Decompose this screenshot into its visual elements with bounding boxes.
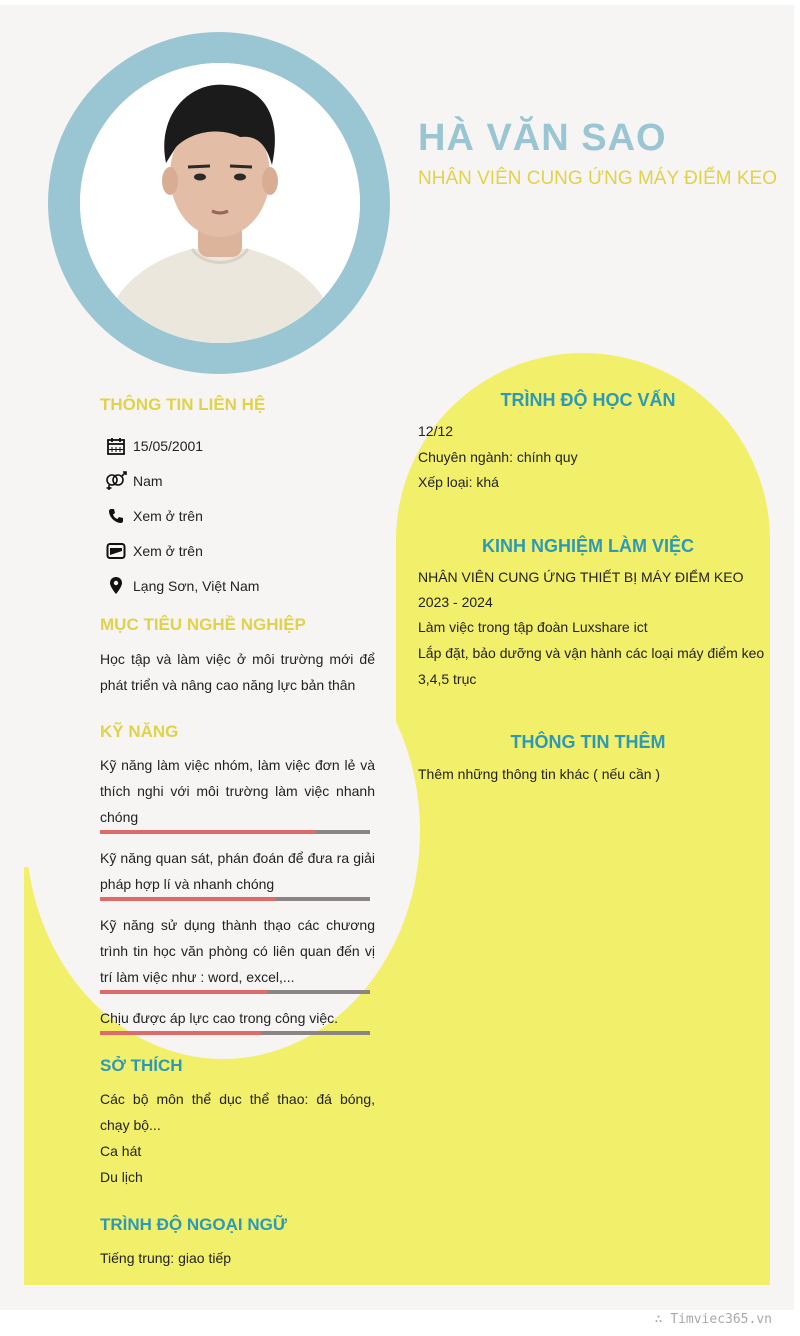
skill-3-fill [100, 990, 267, 994]
language-text: Tiếng trung: giao tiếp [100, 1250, 232, 1266]
avatar [80, 63, 360, 343]
phone-icon [104, 505, 128, 527]
email-icon [104, 540, 128, 562]
location-icon [104, 575, 128, 597]
education-heading: TRÌNH ĐỘ HỌC VẤN [500, 390, 676, 410]
skill-4-bar [100, 1031, 370, 1035]
hobby-3: Du lịch [100, 1169, 143, 1185]
experience-job-title: NHÂN VIÊN CUNG ỨNG THIẾT BỊ MÁY ĐIỂM KEO [418, 569, 744, 585]
experience-heading: KINH NGHIỆM LÀM VIỆC [481, 536, 694, 556]
candidate-position: NHÂN VIÊN CUNG ỨNG MÁY ĐIỂM KEO [418, 168, 777, 189]
education-line-1: 12/12 [418, 423, 454, 439]
contact-location-text: Lạng Sơn, Việt Nam [133, 578, 260, 594]
contact-gender [104, 468, 163, 494]
contact-location [104, 573, 259, 599]
contact-birthday [104, 433, 203, 459]
skills-heading: KỸ NĂNG [100, 722, 179, 741]
contact-phone-text: Xem ở trên [133, 508, 203, 524]
skill-4-fill [100, 1031, 262, 1035]
contact-phone [104, 503, 203, 529]
skill-1-fill [100, 830, 316, 834]
education-line-2: Chuyên ngành: chính quy [418, 449, 578, 465]
hobby-2: Ca hát [100, 1143, 142, 1159]
skill-3-bar [100, 990, 370, 994]
skill-3-text: Kỹ năng sử dụng thành thạo các chương trình tin học văn phòng có liên quan đến vị trí làm việc như : word, excel,... [100, 917, 375, 985]
contact-birthday-text: 15/05/2001 [133, 438, 204, 454]
extra-text: Thêm những thông tin khác ( nếu cần ) [418, 766, 661, 782]
skill-2-bar [100, 897, 370, 901]
objective-text: Học tập và làm việc ở môi trường mới để phát triển và nâng cao năng lực bản thân [100, 651, 375, 693]
skill-1-bar [100, 830, 370, 834]
contact-heading: THÔNG TIN LIÊN HỆ [100, 395, 266, 414]
experience-company: Làm việc trong tập đoàn Luxshare ict [418, 619, 648, 635]
experience-description: Lắp đặt, bảo dưỡng và vận hành các loại máy điểm keo 3,4,5 trục [418, 645, 765, 687]
avatar-photo-icon [80, 63, 360, 343]
contact-gender-text: Nam [133, 473, 163, 489]
skill-2-text: Kỹ năng quan sát, phán đoán để đưa ra giải pháp hợp lí và nhanh chóng [100, 850, 375, 892]
skill-2-fill [100, 897, 276, 901]
objective-heading: MỤC TIÊU NGHỀ NGHIỆP [100, 615, 306, 634]
watermark: ∴ Timviec365.vn [654, 1312, 772, 1327]
extra-heading: THÔNG TIN THÊM [510, 732, 666, 752]
language-heading: TRÌNH ĐỘ NGOẠI NGỮ [100, 1215, 287, 1234]
contact-email [104, 538, 203, 564]
education-line-3: Xếp loại: khá [418, 474, 499, 490]
contact-email-text: Xem ở trên [133, 543, 203, 559]
skill-1-text: Kỹ năng làm việc nhóm, làm việc đơn lẻ và thích nghi với môi trường làm việc nhanh chóng [100, 757, 375, 825]
calendar-icon [104, 435, 128, 457]
candidate-name: HÀ VĂN SAO [418, 117, 667, 159]
resume-page [0, 5, 794, 1310]
experience-period: 2023 - 2024 [418, 594, 493, 610]
hobby-1: Các bộ môn thể dục thể thao: đá bóng, chạy bộ... [100, 1091, 375, 1133]
hobbies-heading: SỞ THÍCH [100, 1056, 183, 1075]
gender-icon [104, 470, 128, 492]
skill-4-text: Chịu được áp lực cao trong công việc. [100, 1010, 339, 1026]
